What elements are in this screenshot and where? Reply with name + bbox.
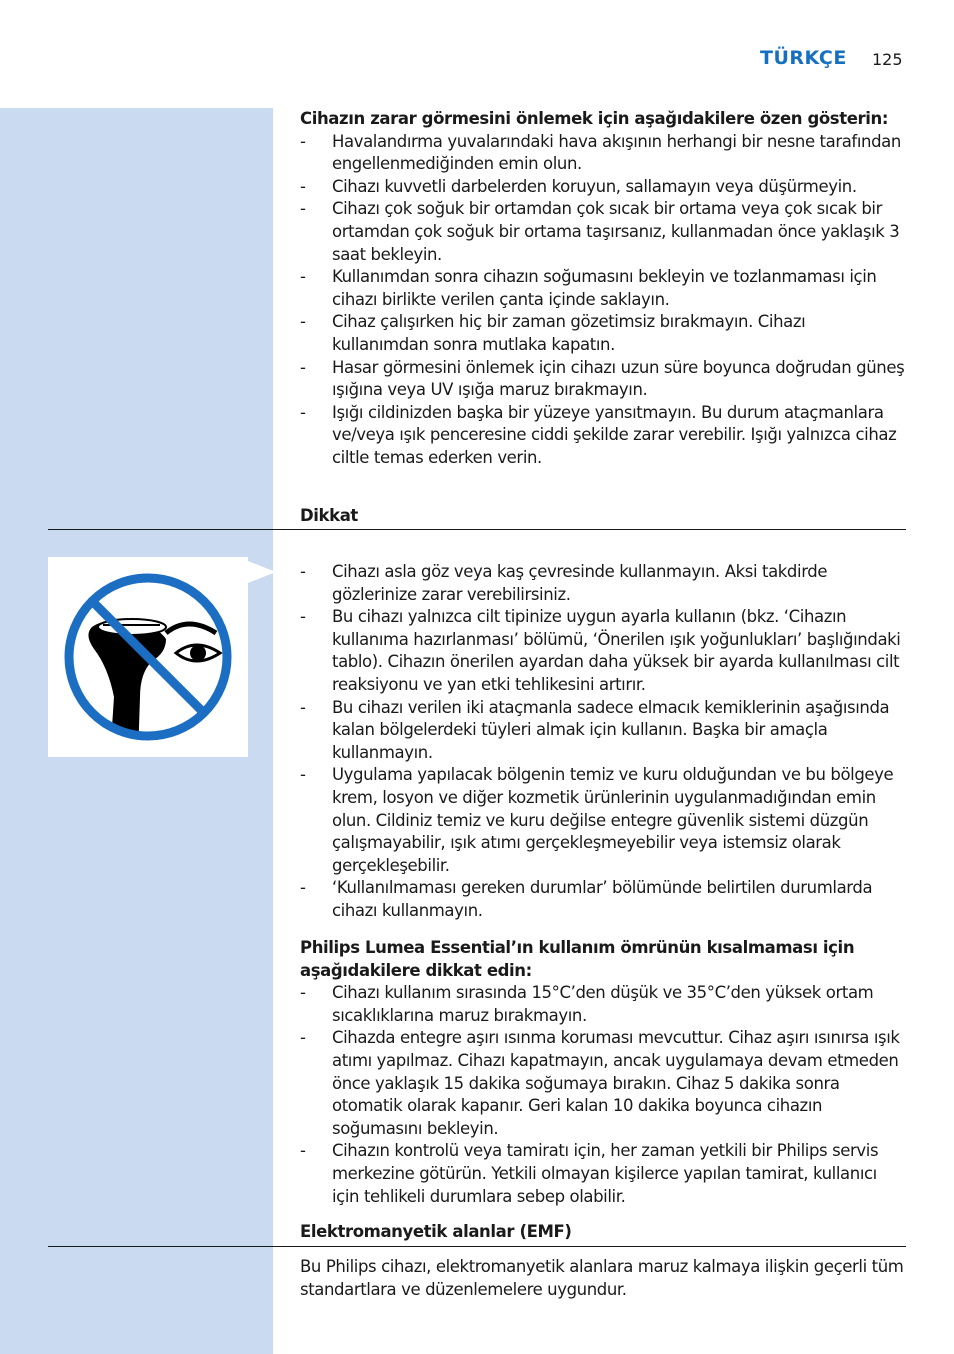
language-label: TÜRKÇE: [760, 47, 847, 69]
lifetime-section: [300, 937, 906, 1208]
caution-list: [300, 561, 906, 923]
no-use-near-eye-icon: [48, 557, 248, 757]
list-item: - Bu cihazı verilen iki ataçmanla sadece elmacık kemiklerinin aşağısında kalan bölgelerdeki tüyleri almak için kullanın. Başka bir amaçla kullanmayın.: [300, 697, 906, 765]
caution-heading: Dikkat: [300, 506, 358, 525]
device-protection-list: [300, 131, 906, 470]
device-protection-section: [300, 108, 906, 470]
list-item: - Hasar görmesini önlemek için cihazı uzun süre boyunca doğrudan güneş ışığına veya UV ışığa maruz bırakmayın.: [300, 357, 906, 402]
emf-text: Bu Philips cihazı, elektromanyetik alanlara maruz kalmaya ilişkin geçerli tüm standartlara ve düzenlemelere uygundur.: [300, 1257, 904, 1299]
pictogram-pointer: [248, 561, 276, 583]
list-item: - Uygulama yapılacak bölgenin temiz ve kuru olduğundan ve bu bölgeye krem, losyon ve diğer kozmetik ürünlerinin uygulanmadığından emin olun. Cildiniz temiz ve kuru değilse entegre güvenlik sistemi düzgün çalışmayabilir, ışık atımı gerçekleşmeyebilir veya istemsiz olarak gerçekleşebilir.: [300, 764, 906, 877]
lifetime-heading: Philips Lumea Essential’ın kullanım ömrünün kısalmaması için aşağıdakilere dikkat edin:: [300, 938, 855, 980]
list-item: - ‘Kullanılmaması gereken durumlar’ bölümünde belirtilen durumlarda cihazı kullanmayın.: [300, 877, 906, 922]
list-item: - Işığı cildinizden başka bir yüzeye yansıtmayın. Bu durum ataçmanlara ve/veya ışık penceresine ciddi şekilde zarar verebilir. Işığı yalnızca cihaz ciltle temas ederken verin.: [300, 402, 906, 470]
list-item: - Cihazı asla göz veya kaş çevresinde kullanmayın. Aksi takdirde gözlerinize zarar verebilirsiniz.: [300, 561, 906, 606]
emf-divider: [48, 1246, 906, 1247]
list-item: - Cihazı çok soğuk bir ortamdan çok sıcak bir ortama veya çok sıcak bir ortamdan çok soğuk bir ortama taşırsanız, kullanmadan önce yaklaşık 3 saat bekleyin.: [300, 198, 906, 266]
warning-pictogram: [48, 557, 248, 757]
page-number: 125: [872, 50, 903, 69]
list-item: - Bu cihazı yalnızca cilt tipinize uygun ayarla kullanın (bkz. ‘Cihazın kullanıma hazırlanması’ bölümü, ‘Önerilen ışık yoğunlukları’ başlığındaki tablo). Cihazın önerilen ayardan daha yüksek bir ayarda kullanılması cilt reaksiyonu ve yan etki tehlikesini artırır.: [300, 606, 906, 696]
device-protection-heading: Cihazın zarar görmesini önlemek için aşağıdakilere özen gösterin:: [300, 109, 889, 128]
list-item: - Havalandırma yuvalarındaki hava akışının herhangi bir nesne tarafından engellenmediğinden emin olun.: [300, 131, 906, 176]
emf-heading: Elektromanyetik alanlar (EMF): [300, 1222, 572, 1241]
caution-divider: [48, 529, 906, 530]
list-item: - Kullanımdan sonra cihazın soğumasını bekleyin ve tozlanmaması için cihazı birlikte verilen çanta içinde saklayın.: [300, 266, 906, 311]
list-item: - Cihazı kullanım sırasında 15°C’den düşük ve 35°C’den yüksek ortam sıcaklıklarına maruz bırakmayın.: [300, 982, 906, 1027]
list-item: - Cihaz çalışırken hiç bir zaman gözetimsiz bırakmayın. Cihazı kullanımdan sonra mutlaka kapatın.: [300, 311, 906, 356]
lifetime-list: [300, 982, 906, 1208]
list-item: - Cihazın kontrolü veya tamiratı için, her zaman yetkili bir Philips servis merkezine götürün. Yetkili olmayan kişilerce yapılan tamirat, kullanıcı için tehlikeli durumlara sebep olabilir.: [300, 1140, 906, 1208]
list-item: - Cihazda entegre aşırı ısınma koruması mevcuttur. Cihaz aşırı ısınırsa ışık atımı yapılmaz. Cihazı kapatmayın, ancak uygulamaya devam etmeden önce yaklaşık 15 dakika soğumaya bırakın. Cihaz 5 dakika sonra otomatik olarak kapanır. Geri kalan 10 dakika boyunca cihazın soğumasını bekleyin.: [300, 1027, 906, 1140]
list-item: - Cihazı kuvvetli darbelerden koruyun, sallamayın veya düşürmeyin.: [300, 176, 906, 199]
caution-section: [300, 561, 906, 923]
